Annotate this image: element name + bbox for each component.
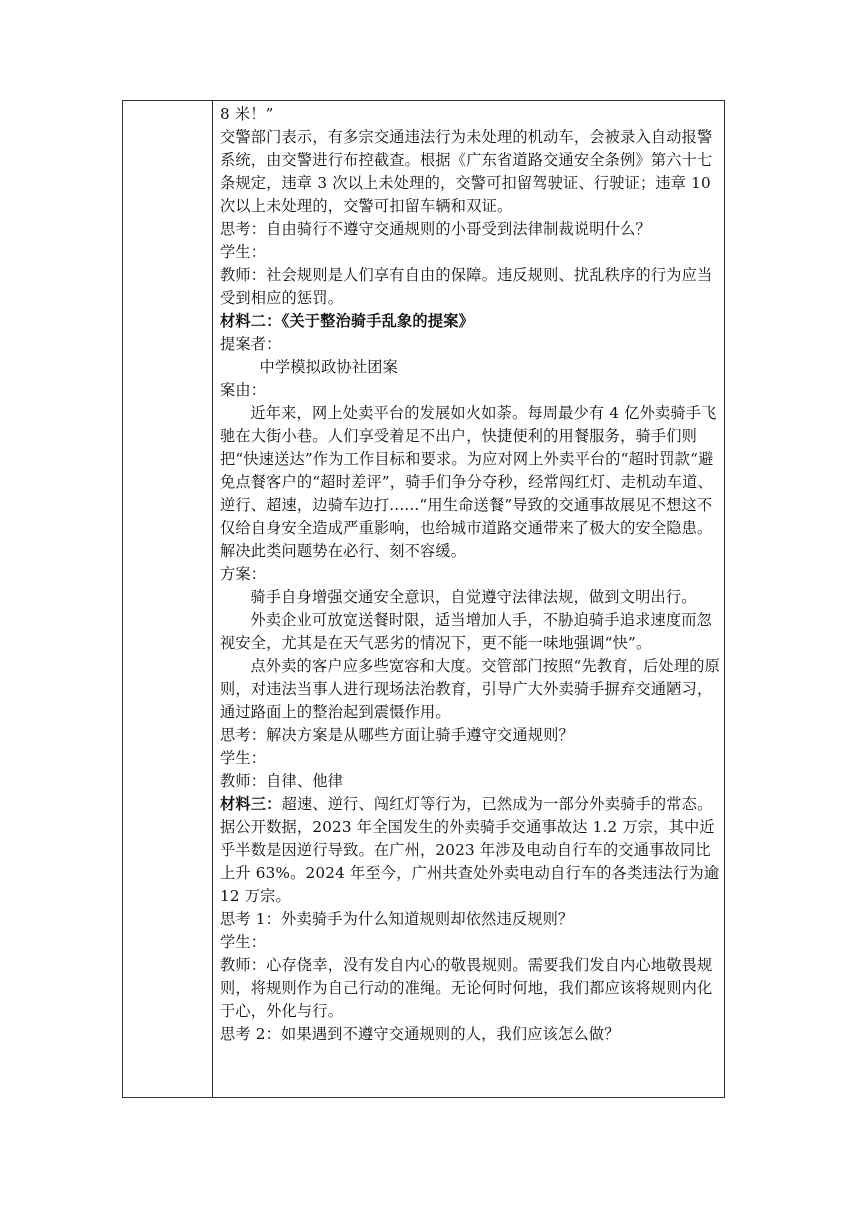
material-3-heading: 材料三：	[220, 795, 282, 813]
teacher-answer-1: 教师：社会规则是人们享有自由的保障。违反规则、扰乱秩序的行为应当受到相应的惩罚。	[220, 266, 713, 307]
paragraph-traffic-police: 交警部门表示，有多宗交通违法行为未处理的机动车，会被录入自动报警系统，由交警进行布控截查。根据《广东省道路交通安全条例》第六十七条规定，违章 3 次以上未处理的，交警可扣留驾驶证、行驶证；违章 10 次以上未处理的，交警可扣留车辆和双证。	[220, 128, 713, 215]
student-label: 学生：	[220, 749, 267, 767]
student-label: 学生：	[220, 933, 267, 951]
plan-label: 方案：	[220, 565, 267, 583]
proposer-label: 提案者：	[220, 335, 282, 353]
question-3: 思考 1：外卖骑手为什么知道规则却依然违反规则？	[220, 910, 574, 928]
reason-paragraph: 近年来，网上处卖平台的发展如火如荼。每周最少有 4 亿外卖骑手飞驰在大街小巷。人们享受着足不出户，快捷便利的用餐服务，骑手们则把“快速送达”作为工作目标和要求。为应对网上外卖平台的“超时罚款“避免点餐客户的“超时差评”，骑手们争分夺秒，经常闯红灯、走机动车道、逆行、超速，边骑车边打......“用生命送餐”导致的交通事故展见不想这不仅给自身安全造成严重影响，也给城市道路交通带来了极大的安全隐患。解决此类问题势在必行、刻不容缓。	[220, 404, 717, 560]
proposer-name: 中学模拟政协社团案	[259, 358, 399, 376]
plan-company: 外卖企业可放宽送餐时限，适当增加人手，不胁迫骑手追求速度而忽视安全，尤其是在天气恶劣的情况下，更不能一味地强调“快”。	[220, 611, 713, 652]
lesson-plan-table	[122, 100, 725, 1098]
plan-customer: 点外卖的客户应多些宽容和大度。交管部门按照“先教育，后处理的原则，对违法当事人进行现场法治教育，引导广大外卖骑手摒弃交通陋习，通过路面上的整治起到震慑作用。	[220, 657, 720, 721]
plan-rider: 骑手自身增强交通安全意识，自觉遵守法律法规，做到文明出行。	[250, 588, 697, 606]
question-2: 思考：解决方案是从哪些方面让骑手遵守交通规则？	[220, 726, 574, 744]
material-2-heading: 材料二：《关于整治骑手乱象的提案》	[220, 312, 474, 330]
content-body	[213, 101, 724, 1046]
content-cell	[213, 101, 725, 1098]
teacher-answer-2: 教师：自律、他律	[220, 772, 344, 790]
material-3-paragraph	[220, 793, 724, 908]
question-4: 思考 2：如果遇到不遵守交通规则的人，我们应该怎么做？	[220, 1025, 620, 1043]
student-label: 学生：	[220, 243, 267, 261]
reason-label: 案由：	[220, 381, 267, 399]
left-column-cell	[123, 101, 213, 1098]
question-1: 思考：自由骑行不遵守交通规则的小哥受到法律制裁说明什么？	[220, 220, 651, 238]
teacher-answer-3: 教师：心存侥幸，没有发自内心的敬畏规则。需要我们发自内心地敬畏规则，将规则作为自己行动的准绳。无论何时何地，我们都应该将规则内化于心，外化与行。	[220, 956, 713, 1020]
text-line: 8 米！”	[220, 105, 274, 123]
material-3-text: 超速、逆行、闯红灯等行为，已然成为一部分外卖骑手的常态。据公开数据，2023 年全国发生的外卖骑手交通事故达 1.2 万宗，其中近乎半数是因逆行导致。在广州，2023 年涉及电动自行车的交通事故同比上升 63%。2024 年至今，广州共查处外卖电动自行车的各类违法行为逾 12 万宗。	[220, 795, 720, 905]
